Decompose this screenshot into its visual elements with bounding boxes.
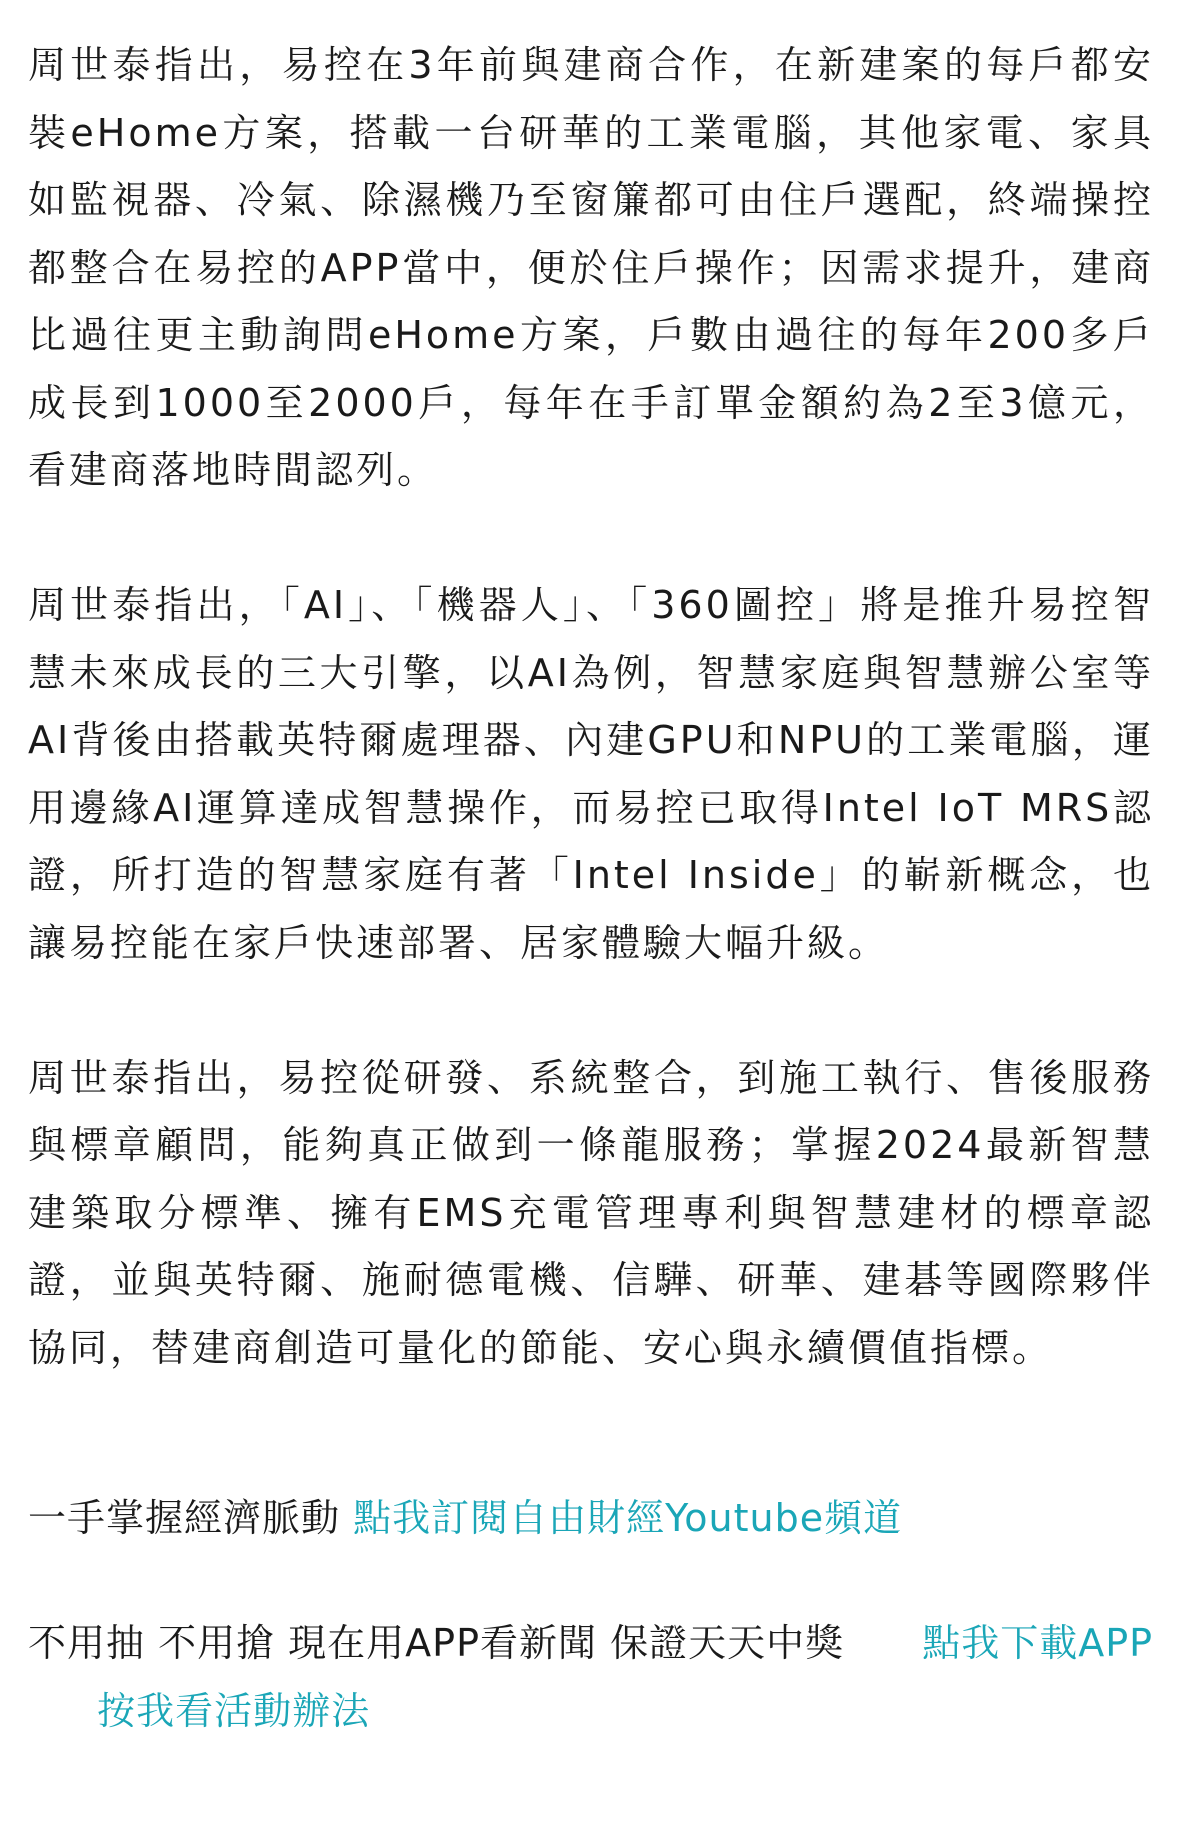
paragraph-1: 周世泰指出，易控在3年前與建商合作，在新建案的每戶都安裝eHome方案，搭載一台研華的工業電腦，其他家電、家具如監視器、冷氣、除濕機乃至窗簾都可由住戶選配，終端操控都整合在易控的APP當中，便於住戶操作；因需求提升，建商比過往更主動詢問eHome方案，戶數由過往的每年200多戶成長到1000至2000戶，每年在手訂單金額約為2至3億元，看建商落地時間認列。 [28,43,1154,492]
app-download-link[interactable]: 點我下載APP [922,1621,1154,1665]
youtube-subscribe-link[interactable]: 點我訂閱自由財經Youtube頻道 [353,1496,903,1540]
app-promo [28,1610,1154,1745]
app-promo-lead: 不用抽 不用搶 現在用APP看新聞 保證天天中獎 [28,1621,845,1665]
paragraph-2: 周世泰指出，「AI」、「機器人」、「360圖控」將是推升易控智慧未來成長的三大引擎，以AI為例，智慧家庭與智慧辦公室等AI背後由搭載英特爾處理器、內建GPU和NPU的工業電腦，運用邊緣AI運算達成智慧操作，而易控已取得Intel IoT MRS認證，所打造的智慧家庭有著「Intel Inside」的嶄新概念，也讓易控能在家戶快速部署、居家體驗大幅升級。 [28,583,1154,965]
event-rules-link[interactable]: 按我看活動辦法 [97,1688,371,1733]
paragraph-3: 周世泰指出，易控從研發、系統整合，到施工執行、售後服務與標章顧問，能夠真正做到一條龍服務；掌握2024最新智慧建築取分標準、擁有EMS充電管理專利與智慧建材的標章認證，並與英特爾、施耐德電機、信驊、研華、建碁等國際夥伴協同，替建商創造可量化的節能、安心與永續價值指標。 [28,1055,1154,1370]
youtube-promo [28,1485,1154,1553]
youtube-promo-lead: 一手掌握經濟脈動 [28,1496,341,1540]
